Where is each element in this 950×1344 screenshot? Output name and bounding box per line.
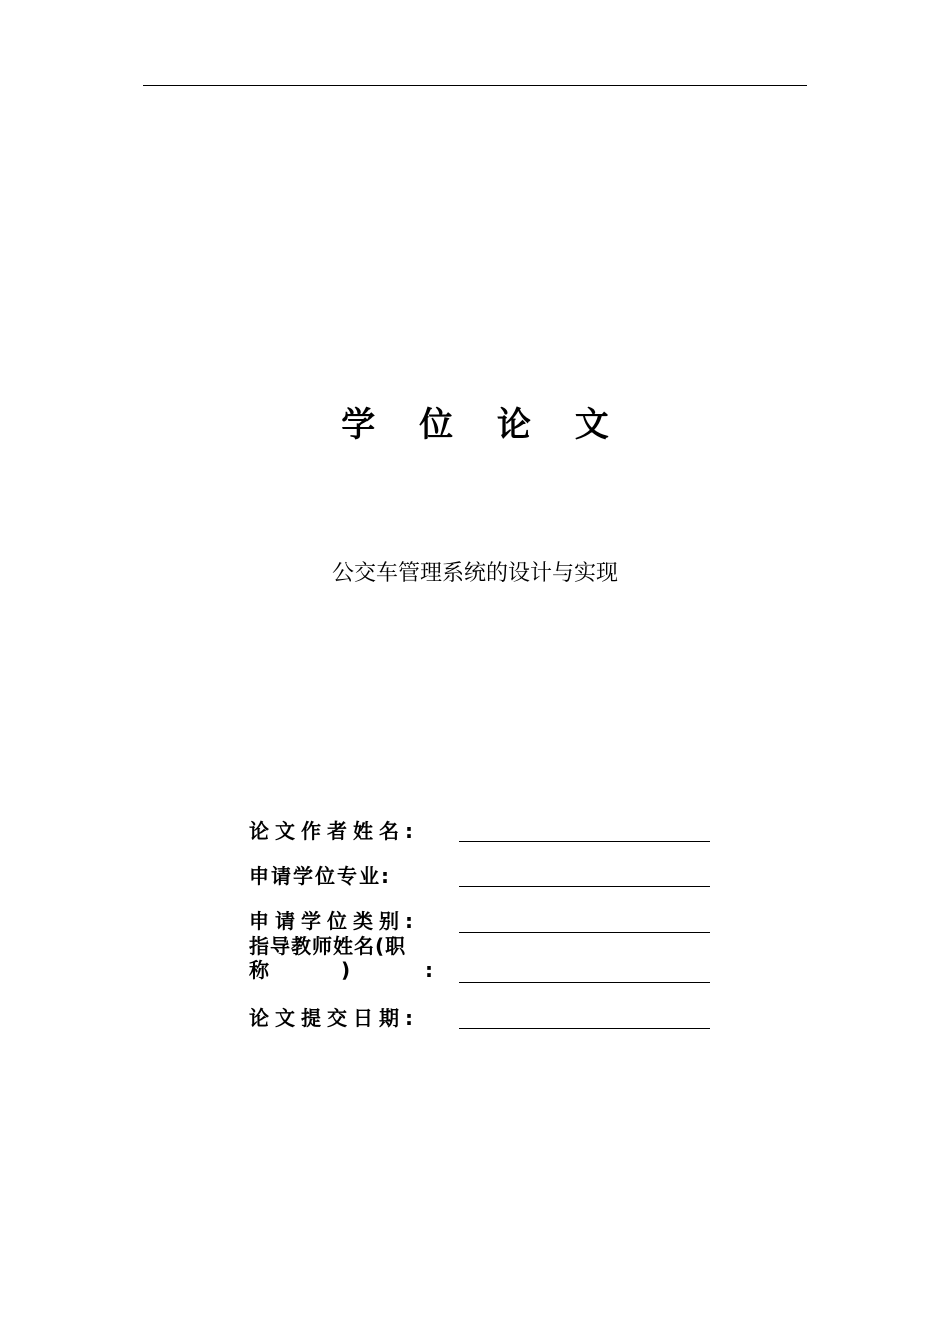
- advisor-name-label: [249, 934, 454, 982]
- advisor-label-part-b: ): [341, 958, 351, 982]
- degree-category-field[interactable]: [459, 932, 710, 933]
- advisor-label-part-c: :: [425, 958, 433, 982]
- author-name-field[interactable]: [459, 841, 710, 842]
- advisor-name-field[interactable]: [459, 982, 710, 983]
- degree-category-label: 申请学位类别:: [249, 909, 419, 933]
- submission-date-label: 论文提交日期:: [249, 1006, 419, 1030]
- author-name-label: 论文作者姓名:: [249, 819, 419, 843]
- degree-major-field[interactable]: [459, 886, 710, 887]
- degree-major-label: 申请学位专业:: [249, 864, 391, 888]
- advisor-label-line1: 指导教师姓名(职: [249, 934, 407, 958]
- document-heading: 学 位 论 文: [341, 405, 625, 445]
- submission-date-field[interactable]: [459, 1028, 710, 1029]
- header-rule: [143, 85, 807, 86]
- advisor-label-line2: [249, 958, 454, 982]
- advisor-label-part-a: 称: [249, 958, 269, 982]
- thesis-title: 公交车管理系统的设计与实现: [331, 561, 618, 586]
